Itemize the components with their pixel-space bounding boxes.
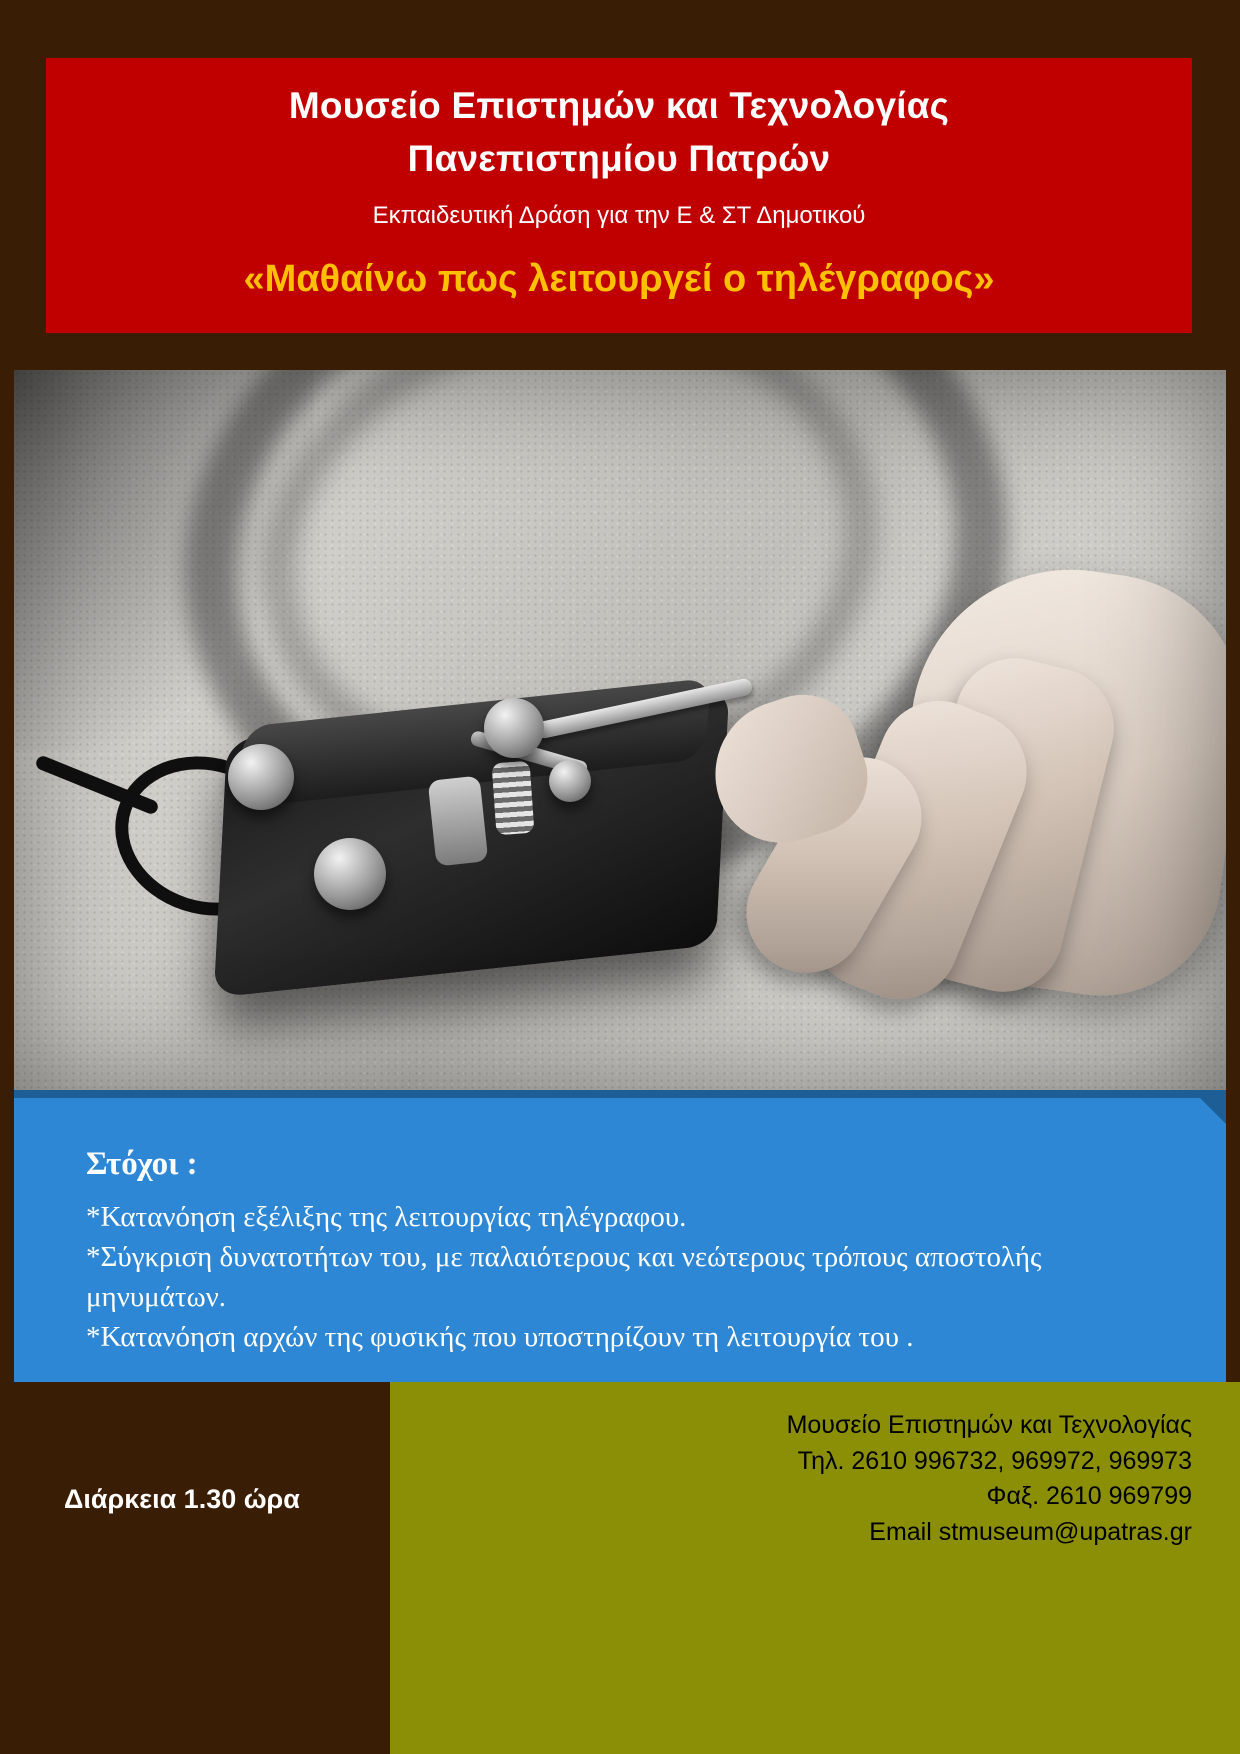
footer-left-block [0, 1382, 390, 1754]
museum-name-line1: Μουσείο Επιστημών και Τεχνολογίας [288, 85, 950, 126]
contact-fax: Φαξ. 2610 969799 [986, 1482, 1192, 1510]
telegraph-photo [14, 370, 1226, 1097]
objective-item-2: *Σύγκριση δυνατοτήτων του, με παλαιότερους και νεώτερους τρόπους αποστολής μηνυμάτων. [86, 1241, 1042, 1314]
activity-title: «Μαθαίνω πως λειτουργεί ο τηλέγραφος» [243, 257, 995, 300]
contact-org: Μουσείο Επιστημών και Τεχνολογίας [786, 1411, 1192, 1439]
duration-label: Διάρκεια 1.30 ώρα [64, 1484, 300, 1514]
header-banner [46, 58, 1192, 333]
footer-contact-block [390, 1382, 1240, 1754]
museum-name-line2: Πανεπιστημίου Πατρών [407, 137, 831, 179]
objectives-corner-fold [1200, 1098, 1226, 1124]
header-subtitle: Εκπαιδευτική Δράση για την Ε & ΣΤ Δημοτικού [372, 202, 866, 230]
objectives-panel [14, 1098, 1226, 1382]
objective-item-3: *Κατανόηση αρχών της φυσικής που υποστηρίζουν τη λειτουργία του . [86, 1321, 914, 1354]
photo-vignette [14, 370, 1226, 1097]
objective-item-1: *Κατανόηση εξέλιξης της λειτουργίας τηλέγραφου. [86, 1201, 687, 1233]
contact-email[interactable]: Email stmuseum@upatras.gr [869, 1517, 1192, 1546]
objectives-heading: Στόχοι : [86, 1146, 198, 1182]
contact-phone: Τηλ. 2610 996732, 969972, 969973 [797, 1446, 1192, 1475]
